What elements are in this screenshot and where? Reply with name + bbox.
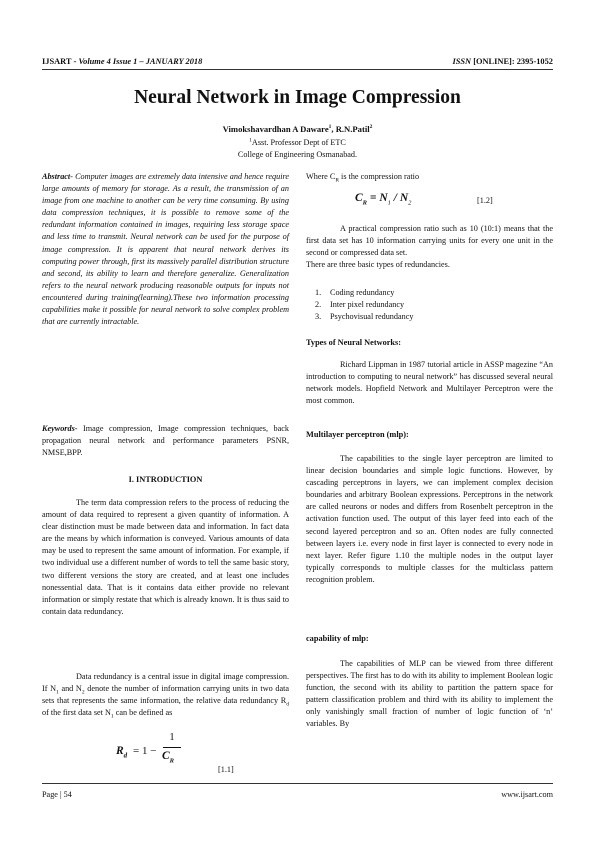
running-header-left: IJSART - Volume 4 Issue 1 – JANUARY 2018 [42, 57, 203, 66]
intro-paragraph-2: Data redundancy is a central issue in digital image compression. If $N_1$ and $N_2$ denote the number of information carrying units in two data sets that represents the same information, the relative data redundancy $R_d$ of the first data set $N_1$ can be defined as [42, 672, 289, 720]
redundancy-list [306, 287, 553, 323]
intro-paragraph-1: The term data compression refers to the process of reducing the amount of data required to represent a given quantity of information. A clear distinction must be made between data and information. In fact data are the means by which information is conveyed. Various amounts of data may be used to represent the same amount of information. For example, if two individual use a different number of words to tell the same basic story, two different versions the story are created, and at least one includes nonessential data. That is it contains data either provide no relevant information or simply restate that which is already known. It is thus said to contain data redundancy. [42, 498, 289, 616]
paper-title: Neural Network in Image Compression [134, 87, 461, 108]
author-line: Vimokshavardhan A Daware$^1$, R.N.Patil$^2$ [222, 124, 373, 134]
section-heading-introduction: I. INTRODUCTION [128, 475, 203, 484]
page-number: Page | 54 [42, 790, 72, 799]
list-item: 2. Inter pixel redundancy [315, 300, 405, 310]
affiliation-line: $^1$Asst. Professor Dept of ETC [249, 137, 346, 147]
college-line: College of Engineering Osmanabad. [237, 150, 358, 159]
capability-paragraph: The capabilities of MLP can be viewed from three different perspectives. The first has to do with its ability to implement Boolean logic function, the second with its ability to partition the pattern space for pattern classification problem and third with its ability to implement the only vanishingly small fraction of number of logic function of ‘n’ variables. By [306, 659, 553, 729]
journal-url[interactable]: www.ijsart.com [501, 790, 553, 799]
equation-1-2: $C_R = N_1 / N_2$ [355, 192, 412, 207]
running-header-right: ISSN [ONLINE]: 2395-1052 [452, 57, 553, 66]
types-nn-paragraph: Richard Lippman in 1987 tutorial article in ASSP magezine “An introduction to computing to neural network” has discussed several neural network models. Hopfield Network and Multilayer Perceptron were the most common. [306, 360, 553, 406]
equation-1-1: $R_d$ = 1 − 1 $C_R$ [116, 732, 196, 768]
mlp-paragraph: The capabilities to the single layer perceptron are limited to linear decision boundaries and simple logic functions. However, by cascading perceptrons in layers, we can implement complex decision boundaries and arbitrary Boolean expressions. Perceptrons in the network are called neurons or nodes and differs from Rosenbelt perceptron in the activation function used. The output of this layer feed into each of the second layered perceptron and so an. Often nodes are fully connected between layers i.e. every node in first layer is connected to every node in next layer. Refer figure 1.10 the multiple nodes in the output layer typically corresponds to multiple classes for the multiclass pattern recognition problem. [306, 454, 553, 584]
equation-label-1-2: [1.2] [477, 196, 493, 205]
section-heading-mlp: Multilayer perceptron (mlp): [306, 430, 409, 439]
abstract: Abstract- Computer images are extremely data intensive and hence require large amounts of memory for storage. As a result, the transmission of an image from one machine to another can be very time consuming. By using data compression techniques, it is possible to remove some of the redundant information contained in images, requiring less storage space and less time to transmit. Neural network can be used for the purpose of image compression. It is apparent that neural network derives its computing power through, first its massively parallel distribution structure and second, its ability to learn and therefore generalize. Generalization refers to the neural network producing reasonable outputs for inputs not encountered during training(learning).These two information processing capabilities make it possible for neural network to solve complex problem that are currently intractable. [42, 172, 289, 327]
where-line: Where $C_R$ is the compression ratio [306, 172, 420, 184]
keywords-block: Keywords- Image compression, Image compression techniques, back propagation neural network and performance parameters PSNR, NMSE,BPP. [42, 424, 289, 458]
list-item: 3. Psychovisual redundancy [315, 312, 414, 322]
left-column [42, 171, 289, 328]
equation-label-1-1: [1.1] [218, 765, 234, 774]
section-heading-capability: capability of mlp: [306, 634, 369, 643]
compression-ratio-paragraph: A practical compression ratio such as 10 (10:1) means that the first data set has 10 information carrying units for every one unit in the second or compressed data set. There are three basic types of redundancies. [306, 224, 553, 270]
list-item: 1. Coding redundancy [315, 288, 395, 297]
section-heading-types-nn: Types of Neural Networks: [306, 338, 402, 347]
footer-rule [42, 783, 553, 784]
header-rule [42, 69, 553, 70]
